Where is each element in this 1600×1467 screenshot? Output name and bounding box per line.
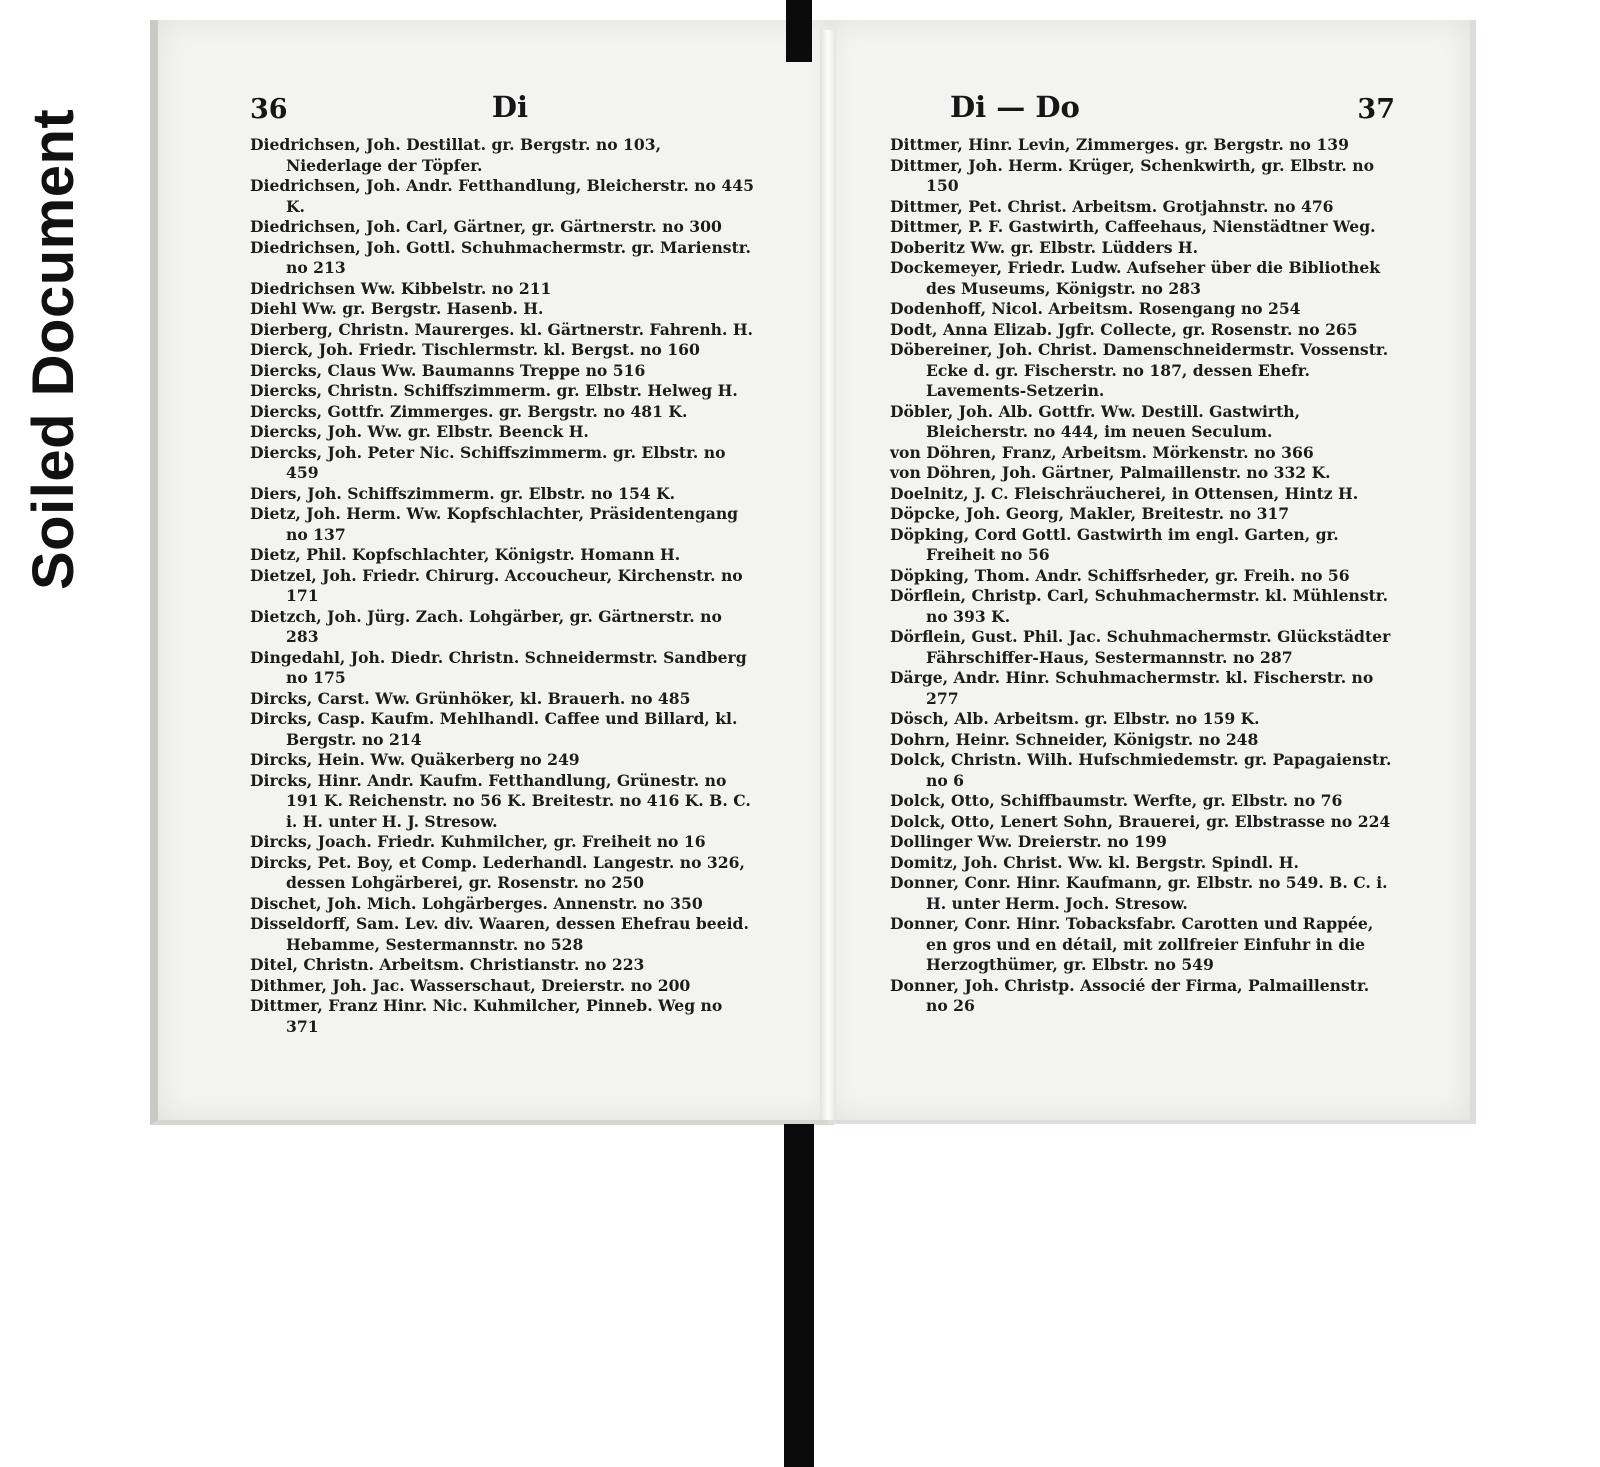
directory-entry: Dittmer, P. F. Gastwirth, Caffeehaus, Nienstädtner Weg.	[890, 217, 1376, 236]
left-page-header	[250, 90, 770, 130]
directory-entry: Döpking, Thom. Andr. Schiffsrheder, gr. Freih. no 56	[890, 565, 1350, 585]
right-page-header	[890, 90, 1395, 130]
directory-entry: von Döhren, Joh. Gärtner, Palmaillenstr. no 332 K.	[890, 463, 1331, 482]
directory-entry: Dircks, Pet. Boy, et Comp. Lederhandl. Langestr. no 326, dessen Lohgärberei, gr. Rosenstr. no 250	[250, 852, 745, 892]
directory-entry: Diercks, Christn. Schiffszimmerm. gr. Elbstr. Helweg H.	[250, 381, 738, 400]
directory-entry: Dithmer, Joh. Jac. Wasserschaut, Dreierstr. no 200	[250, 975, 691, 995]
directory-entry: Donner, Conr. Hinr. Kaufmann, gr. Elbstr. no 549. B. C. i. H. unter Herm. Joch. Stresow.	[890, 873, 1388, 913]
directory-entry: Donner, Joh. Christp. Associé der Firma, Palmaillenstr. no 26	[890, 975, 1370, 1015]
directory-entry: Dingedahl, Joh. Diedr. Christn. Schneidermstr. Sandberg no 175	[250, 647, 747, 687]
right-page-number: 37	[1357, 94, 1395, 125]
directory-entry: Dircks, Hein. Ww. Quäkerberg no 249	[250, 750, 580, 769]
directory-entry: Döpcke, Joh. Georg, Makler, Breitestr. no 317	[890, 504, 1290, 523]
directory-entry: Dircks, Hinr. Andr. Kaufm. Fetthandlung, Grünestr. no 191 K. Reichenstr. no 56 K. Breitestr. no 416 K. B. C. i. H. unter H. J. Stresow.	[250, 770, 751, 831]
directory-entry: Dircks, Carst. Ww. Grünhöker, kl. Brauerh. no 485	[250, 688, 691, 708]
directory-entry: Dietz, Joh. Herm. Ww. Kopfschlachter, Präsidentengang no 137	[250, 504, 739, 544]
directory-entry: Diercks, Joh. Ww. gr. Elbstr. Beenck H.	[250, 422, 589, 441]
left-page-number: 36	[250, 94, 288, 125]
directory-entry: Disseldorff, Sam. Lev. div. Waaren, dessen Ehefrau beeid. Hebamme, Sestermannstr. no 528	[250, 914, 749, 954]
directory-entry: Därge, Andr. Hinr. Schuhmachermstr. kl. Fischerstr. no 277	[890, 668, 1374, 708]
directory-entry: Dörflein, Christp. Carl, Schuhmachermstr. kl. Mühlenstr. no 393 K.	[890, 586, 1389, 626]
directory-entry: Dollinger Ww. Dreierstr. no 199	[890, 832, 1167, 851]
directory-entry: Dittmer, Joh. Herm. Krüger, Schenkwirth, gr. Elbstr. no 150	[890, 155, 1375, 195]
directory-entry: Diedrichsen Ww. Kibbelstr. no 211	[250, 278, 552, 298]
directory-entry: Dircks, Joach. Friedr. Kuhmilcher, gr. Freiheit no 16	[250, 832, 706, 851]
directory-entry: Diers, Joh. Schiffszimmerm. gr. Elbstr. no 154 K.	[250, 483, 676, 503]
right-column-entries	[890, 135, 1395, 1017]
directory-entry: Dittmer, Pet. Christ. Arbeitsm. Grotjahnstr. no 476	[890, 196, 1334, 216]
directory-entry: von Döhren, Franz, Arbeitsm. Mörkenstr. no 366	[890, 442, 1314, 462]
directory-entry: Döbler, Joh. Alb. Gottfr. Ww. Destill. Gastwirth, Bleicherstr. no 444, im neuen Seculum.	[890, 401, 1301, 441]
directory-entry: Dohrn, Heinr. Schneider, Königstr. no 248	[890, 729, 1259, 749]
directory-entry: Dittmer, Hinr. Levin, Zimmerges. gr. Bergstr. no 139	[890, 135, 1349, 154]
directory-entry: Dörflein, Gust. Phil. Jac. Schuhmachermstr. Glückstädter Fährschiffer-Haus, Sestermannstr. no 287	[890, 627, 1391, 667]
directory-entry: Domitz, Joh. Christ. Ww. kl. Bergstr. Spindl. H.	[890, 852, 1299, 872]
directory-entry: Doelnitz, J. C. Fleischräucherei, in Ottensen, Hintz H.	[890, 483, 1359, 503]
directory-entry: Ditel, Christn. Arbeitsm. Christianstr. no 223	[250, 955, 645, 974]
directory-entry: Dolck, Otto, Lenert Sohn, Brauerei, gr. Elbstrasse no 224	[890, 811, 1391, 831]
binding-strip-bottom	[784, 1124, 814, 1467]
book-gutter	[820, 30, 836, 1120]
directory-entry: Dittmer, Franz Hinr. Nic. Kuhmilcher, Pinneb. Weg no 371	[250, 996, 723, 1036]
directory-entry: Diedrichsen, Joh. Andr. Fetthandlung, Bleicherstr. no 445 K.	[250, 176, 754, 216]
directory-entry: Diercks, Joh. Peter Nic. Schiffszimmerm. gr. Elbstr. no 459	[250, 442, 726, 482]
directory-entry: Diedrichsen, Joh. Destillat. gr. Bergstr. no 103, Niederlage der Töpfer.	[250, 135, 662, 175]
directory-entry: Dösch, Alb. Arbeitsm. gr. Elbstr. no 159 K.	[890, 709, 1260, 728]
directory-entry: Diedrichsen, Joh. Gottl. Schuhmachermstr. gr. Marienstr. no 213	[250, 237, 751, 277]
directory-entry: Diercks, Gottfr. Zimmerges. gr. Bergstr. no 481 K.	[250, 401, 688, 421]
directory-entry: Diehl Ww. gr. Bergstr. Hasenb. H.	[250, 299, 544, 318]
directory-entry: Döbereiner, Joh. Christ. Damenschneidermstr. Vossenstr. Ecke d. gr. Fischerstr. no 187, dessen Ehefr. Lavements-Setzerin.	[890, 340, 1389, 400]
directory-entry: Dolck, Otto, Schiffbaumstr. Werfte, gr. Elbstr. no 76	[890, 791, 1343, 810]
directory-entry: Doberitz Ww. gr. Elbstr. Lüdders H.	[890, 237, 1199, 257]
directory-entry: Dircks, Casp. Kaufm. Mehlhandl. Caffee und Billard, kl. Bergstr. no 214	[250, 709, 738, 749]
directory-entry: Dierberg, Christn. Maurerges. kl. Gärtnerstr. Fahrenh. H.	[250, 319, 753, 339]
directory-entry: Diercks, Claus Ww. Baumanns Treppe no 516	[250, 360, 646, 380]
binding-strip-top	[786, 0, 812, 62]
directory-entry: Dodt, Anna Elizab. Jgfr. Collecte, gr. Rosenstr. no 265	[890, 319, 1358, 339]
directory-entry: Dierck, Joh. Friedr. Tischlermstr. kl. Bergst. no 160	[250, 340, 700, 359]
directory-entry: Donner, Conr. Hinr. Tobacksfabr. Carotten und Rappée, en gros und en détail, mit zollfreier Einfuhr in die Herzogthümer, gr. Elbstr. no 549	[890, 914, 1374, 974]
directory-entry: Dietz, Phil. Kopfschlachter, Königstr. Homann H.	[250, 545, 681, 564]
directory-entry: Diedrichsen, Joh. Carl, Gärtner, gr. Gärtnerstr. no 300	[250, 217, 722, 236]
right-running-head: Di — Do	[950, 90, 1080, 124]
directory-entry: Dolck, Christn. Wilh. Hufschmiedemstr. gr. Papagaienstr. no 6	[890, 750, 1392, 790]
directory-entry: Dodenhoff, Nicol. Arbeitsm. Rosengang no 254	[890, 299, 1301, 318]
directory-entry: Dockemeyer, Friedr. Ludw. Aufseher über die Bibliothek des Museums, Königstr. no 283	[890, 258, 1381, 298]
stamp-text: Soiled Document	[21, 108, 86, 590]
directory-entry: Dietzel, Joh. Friedr. Chirurg. Accoucheur, Kirchenstr. no 171	[250, 565, 743, 605]
directory-entry: Dietzch, Joh. Jürg. Zach. Lohgärber, gr. Gärtnerstr. no 283	[250, 606, 722, 646]
left-running-head: Di	[491, 90, 529, 124]
directory-entry: Dischet, Joh. Mich. Lohgärberges. Annenstr. no 350	[250, 893, 703, 913]
left-column-entries	[250, 135, 755, 1037]
directory-entry: Döpking, Cord Gottl. Gastwirth im engl. Garten, gr. Freiheit no 56	[890, 524, 1339, 564]
